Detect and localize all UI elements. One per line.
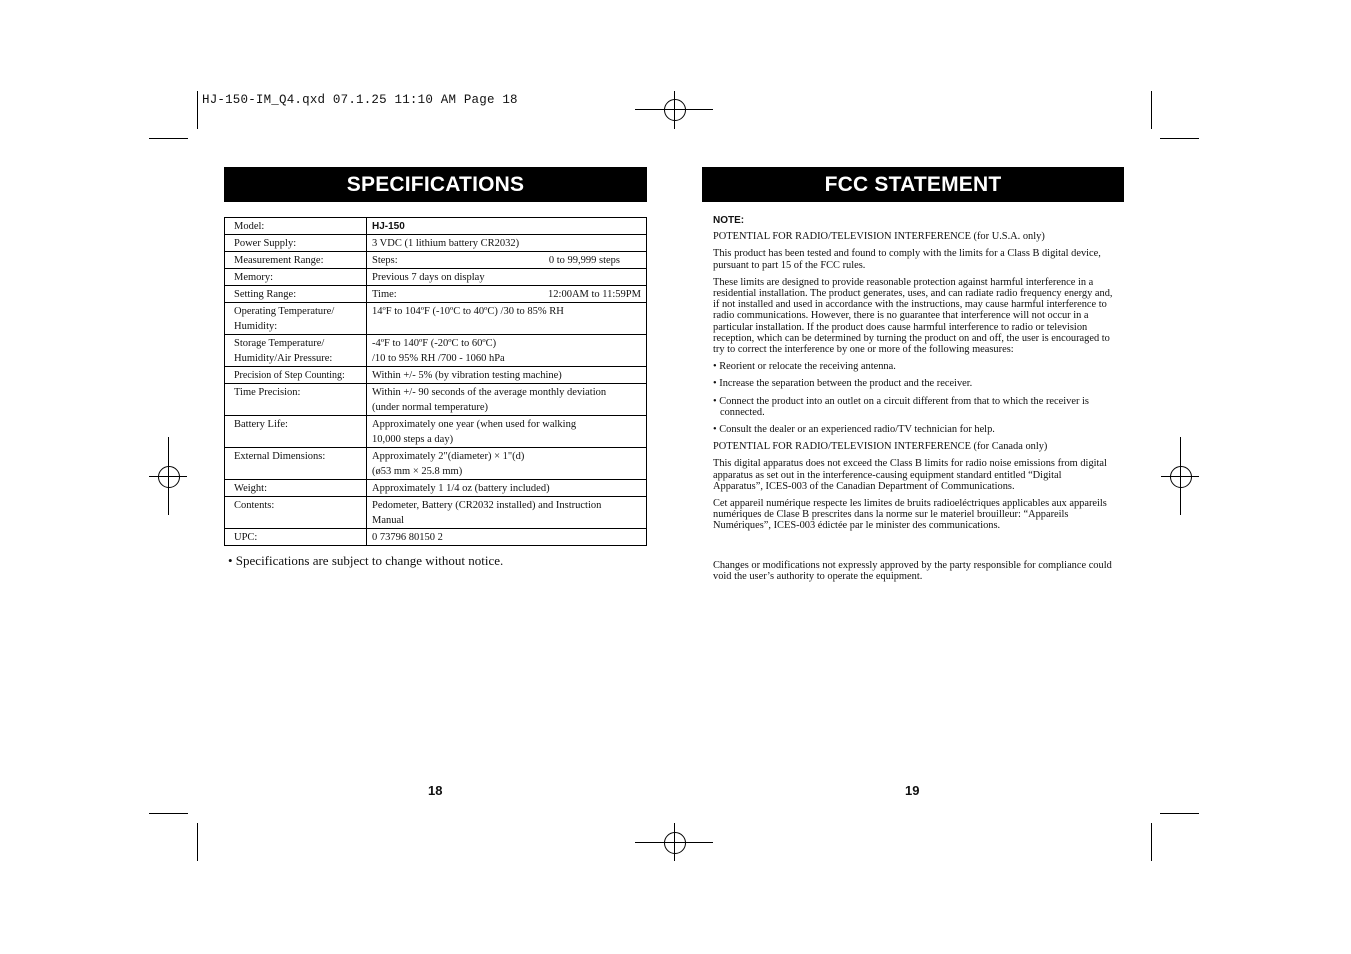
fcc-paragraph: Changes or modifications not expressly approved by the party responsible for compliance could void the user’s authority to operate the equipment. [713,559,1112,582]
spec-label: Memory: [225,269,367,286]
page-number-left: 18 [428,783,443,798]
spec-value-line: Manual [372,515,405,526]
spec-value-right: 0 to 99,999 steps [548,255,620,266]
spec-label: Battery Life: [225,416,367,448]
crop-mark [149,813,188,814]
spec-label-line: Operating Temperature/ [234,306,335,317]
specifications-banner: SPECIFICATIONS [224,167,647,202]
spec-value: HJ-150 [367,218,647,235]
spec-label-line: Storage Temperature/ [234,338,325,349]
fcc-statement-body [713,212,1113,588]
table-row [225,335,647,367]
crop-mark [1160,138,1199,139]
spec-label: UPC: [225,529,367,546]
spec-value: Approximately 1 1/4 oz (battery included) [367,480,647,497]
crop-mark [149,138,188,139]
spec-label: Model: [225,218,367,235]
spec-value [367,497,647,529]
spec-value-left: Steps: [372,255,398,266]
spec-label: Contents: [225,497,367,529]
spec-value-right: 12:00AM to 11:59PM [548,289,641,300]
spec-value-line: Approximately 2"(diameter) × 1"(d) [372,451,525,462]
table-row [225,303,647,335]
table-row [225,384,647,416]
spec-label: External Dimensions: [225,448,367,480]
spec-label [225,335,367,367]
usa-heading: POTENTIAL FOR RADIO/TELEVISION INTERFERENCE (for U.S.A. only) [713,231,1045,243]
crop-mark [1160,813,1199,814]
fcc-bullet: • Increase the separation between the product and the receiver. [713,378,973,390]
spec-label-line: Humidity/Air Pressure: [234,353,333,364]
spec-value-line: Approximately one year (when used for walking [372,419,577,430]
spec-label: Power Supply: [225,235,367,252]
spec-value-line: Within +/- 90 seconds of the average monthly deviation [372,387,607,398]
table-row [225,367,647,384]
spec-value: 3 VDC (1 lithium battery CR2032) [367,235,647,252]
spec-value-left: Time: [372,289,397,300]
spec-label: Weight: [225,480,367,497]
spec-value: Previous 7 days on display [367,269,647,286]
spec-value [367,286,647,303]
spec-value [367,252,647,269]
spec-value: 0 73796 80150 2 [367,529,647,546]
fcc-bullet: • Consult the dealer or an experienced radio/TV technician for help. [713,424,995,436]
table-row [225,416,647,448]
table-row [225,286,647,303]
table-row [225,448,647,480]
spec-value-line: (under normal temperature) [372,402,489,413]
fcc-paragraph: This digital apparatus does not exceed the Class B limits for radio noise emissions from digital apparatus as set out in the interference-causing equipment standard entitled “Digital Apparatus”, ICES-003 of the Canadian Department of Communications. [713,458,1107,492]
spec-label: Time Precision: [225,384,367,416]
spec-label: Setting Range: [225,286,367,303]
table-row [225,497,647,529]
spec-value-line: /10 to 95% RH /700 - 1060 hPa [372,353,505,364]
spec-value: Within +/- 5% (by vibration testing machine) [367,367,647,384]
note-heading: NOTE: [713,215,745,226]
table-row [225,218,647,235]
fcc-paragraph-french: Cet appareil numérique respecte les limites de bruits radioeléctriques applicables aux appareils numériques de Clase B prescrites dans la norme sur le materiel brouilleur: “Appareils Numériques”, ICES-003 édictée par le minister des communications. [713,498,1107,532]
crop-mark [1151,823,1152,861]
table-row [225,480,647,497]
specifications-note: • Specifications are subject to change without notice. [228,553,504,568]
table-row [225,235,647,252]
spec-value: 14ºF to 104ºF (-10ºC to 40ºC) /30 to 85% RH [367,303,647,335]
print-slug: HJ-150-IM_Q4.qxd 07.1.25 11:10 AM Page 18 [202,93,518,107]
spec-value [367,416,647,448]
fcc-paragraph: These limits are designed to provide reasonable protection against harmful interference in a residential installation. The product generates, uses, and can radiate radio frequency energy and, if not installed and used in accordance with the instructions, may cause harmful interference to radio communications. However, there is no guarantee that interference will not occur in a particular installation. If the product does cause harmful interference to radio or television reception, which can be determined by turning the product on and off, the user is encouraged to try to correct the interference by one or more of the following measures: [713,276,1113,356]
canada-heading: POTENTIAL FOR RADIO/TELEVISION INTERFERENCE (for Canada only) [713,441,1048,453]
spec-value-line: -4ºF to 140ºF (-20ºC to 60ºC) [372,338,497,349]
spec-label [225,303,367,335]
page-number-right: 19 [905,783,920,798]
table-row [225,269,647,286]
crop-mark [197,91,198,129]
table-row [225,252,647,269]
fcc-paragraph: This product has been tested and found to comply with the limits for a Class B digital device, pursuant to part 15 of the FCC rules. [713,248,1101,271]
spec-value-line: 10,000 steps a day) [372,434,454,445]
crop-mark [1151,91,1152,129]
fcc-bullet: • Connect the product into an outlet on a circuit different from that to which the receiver is connected. [713,395,1089,418]
spec-label-line: Humidity: [234,321,278,332]
spec-label: Measurement Range: [225,252,367,269]
spec-value [367,335,647,367]
spec-value [367,384,647,416]
fcc-statement-banner: FCC STATEMENT [702,167,1124,202]
spec-value-line: (ø53 mm × 25.8 mm) [372,466,463,477]
specifications-table [224,217,647,546]
spec-value-line: Pedometer, Battery (CR2032 installed) and Instruction [372,500,602,511]
spec-label: Precision of Step Counting: [225,367,367,384]
table-row [225,529,647,546]
crop-mark [197,823,198,861]
spec-value [367,448,647,480]
fcc-bullet: • Reorient or relocate the receiving antenna. [713,361,896,373]
